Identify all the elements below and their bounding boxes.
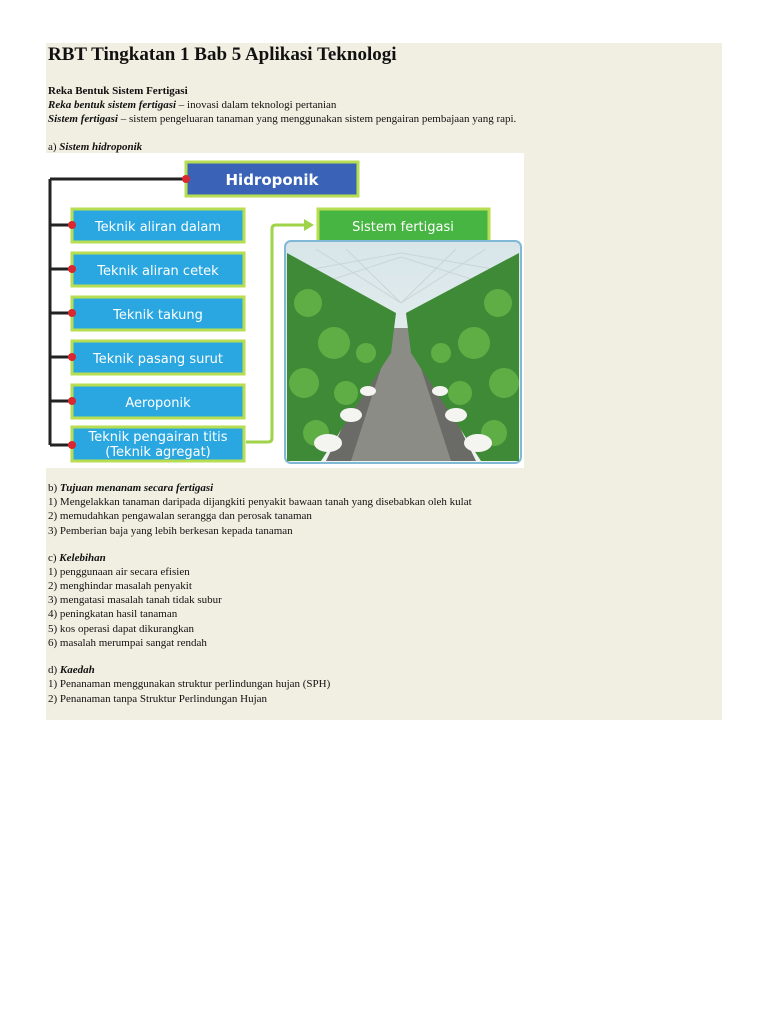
technique-1 [68, 209, 244, 242]
greenhouse-photo [285, 241, 521, 463]
list-item: 3) Pemberian baja yang lebih berkesan kepada tanaman [48, 525, 293, 537]
technique-5 [68, 385, 244, 418]
technique-3-label: Teknik takung [113, 308, 203, 323]
hydroponic-diagram-svg [46, 153, 524, 468]
technique-2-label: Teknik aliran cetek [97, 264, 219, 279]
section-c-label: Kelebihan [59, 552, 106, 564]
technique-6-label-line2: (Teknik agregat) [105, 445, 211, 460]
technique-1-dot [68, 221, 76, 229]
technique-4-label: Teknik pasang surut [92, 352, 224, 367]
list-item: 1) penggunaan air secara efisien [48, 566, 190, 578]
section-c-prefix: c) [48, 552, 60, 564]
page-title: RBT Tingkatan 1 Bab 5 Aplikasi Teknologi [48, 44, 397, 65]
technique-1-label: Teknik aliran dalam [94, 220, 222, 235]
section-d-prefix: d) [48, 664, 60, 676]
list-item: 4) peningkatan hasil tanaman [48, 608, 178, 620]
section-b-label: Tujuan menanam secara fertigasi [59, 482, 214, 494]
list-item: 2) memudahkan pengawalan serangga dan perosak tanaman [48, 510, 312, 522]
list-item: 2) menghindar masalah penyakit [48, 580, 192, 592]
technique-3-dot [68, 309, 76, 317]
connector-arrowhead [304, 219, 314, 231]
technique-2-dot [68, 265, 76, 273]
list-item: 2) Penanaman tanpa Struktur Perlindungan Hujan [48, 693, 268, 705]
section-a-prefix: a) [48, 141, 60, 153]
technique-5-dot [68, 397, 76, 405]
definition-1-text: – inovasi dalam teknologi pertanian [176, 99, 337, 111]
section-c-heading [48, 551, 106, 565]
root-dot [182, 175, 190, 183]
section-a-label: Sistem hidroponik [59, 141, 143, 153]
section-heading: Reka Bentuk Sistem Fertigasi [48, 85, 188, 97]
technique-4 [68, 341, 244, 374]
definition-2-text: – sistem pengeluaran tanaman yang menggunakan sistem pengairan pembajaan yang rapi. [117, 113, 517, 125]
definition-2-term: Sistem fertigasi [48, 113, 118, 125]
section-b-prefix: b) [48, 482, 60, 494]
technique-6 [68, 427, 244, 461]
target-label: Sistem fertigasi [352, 220, 454, 235]
technique-5-label: Aeroponik [125, 396, 191, 411]
list-item: 3) mengatasi masalah tanah tidak subur [48, 594, 222, 606]
technique-3 [68, 297, 244, 330]
section-a-heading [48, 140, 142, 154]
definition-1-term: Reka bentuk sistem fertigasi [48, 99, 177, 111]
technique-4-dot [68, 353, 76, 361]
list-item: 6) masalah merumpai sangat rendah [48, 637, 207, 649]
section-b-heading [48, 481, 213, 495]
section-d-heading [48, 663, 95, 677]
technique-6-label-line1: Teknik pengairan titis [88, 430, 228, 445]
hydroponic-diagram [46, 153, 524, 468]
definition-1 [48, 98, 336, 112]
root-label: Hidroponik [225, 171, 319, 189]
list-item: 1) Penanaman menggunakan struktur perlindungan hujan (SPH) [48, 678, 331, 690]
list-item: 1) Mengelakkan tanaman daripada dijangkiti penyakit bawaan tanah yang disebabkan oleh kulat [48, 496, 472, 508]
technique-2 [68, 253, 244, 286]
list-item: 5) kos operasi dapat dikurangkan [48, 623, 195, 635]
definition-2 [48, 112, 516, 126]
section-d-label: Kaedah [59, 664, 95, 676]
technique-6-dot [68, 441, 76, 449]
